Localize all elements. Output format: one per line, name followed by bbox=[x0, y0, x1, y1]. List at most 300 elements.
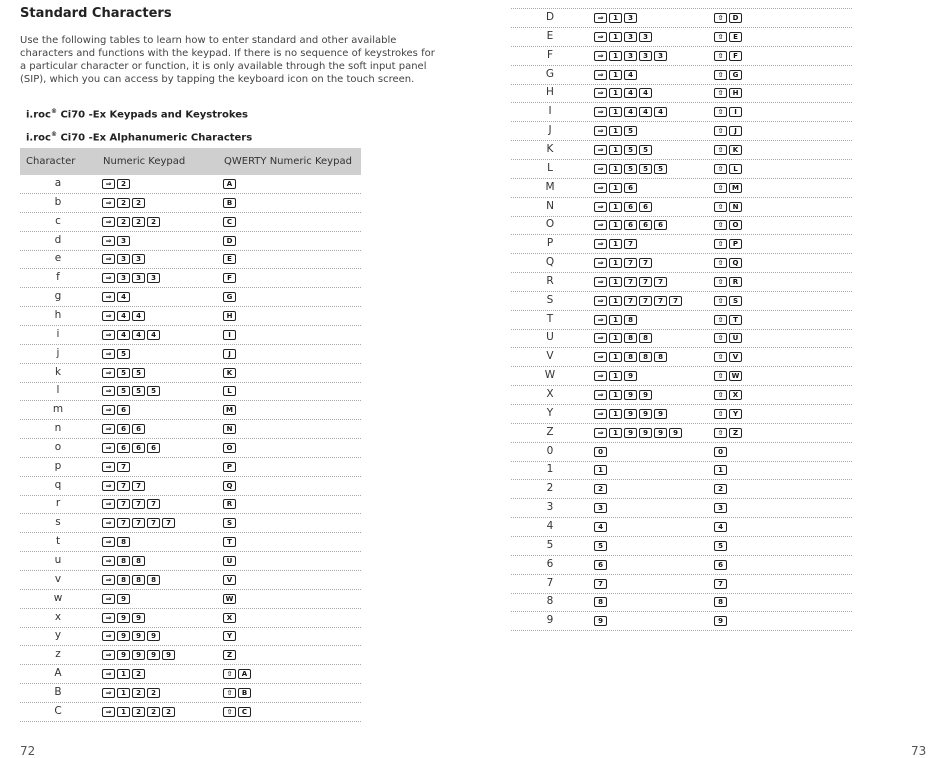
alpha-key-icon: ⇒ bbox=[594, 145, 607, 155]
key-v-icon: V bbox=[223, 575, 236, 585]
key-2-icon: 2 bbox=[132, 217, 145, 227]
character-cell: u bbox=[54, 554, 62, 566]
table-row bbox=[20, 458, 361, 477]
alpha-key-icon: ⇒ bbox=[594, 88, 607, 98]
character-cell: 7 bbox=[546, 576, 554, 589]
key-3-icon: 3 bbox=[147, 273, 160, 283]
table-row bbox=[511, 198, 852, 217]
key-8-icon: 8 bbox=[624, 352, 637, 362]
alpha-key-icon: ⇒ bbox=[102, 537, 115, 547]
qwerty-keypad-cell bbox=[714, 465, 727, 475]
key-2-icon: 2 bbox=[132, 669, 145, 679]
shift-key-icon: ⇧ bbox=[714, 126, 727, 136]
qwerty-keypad-cell bbox=[223, 462, 236, 472]
key-2-icon: 2 bbox=[117, 179, 130, 189]
character-cell: R bbox=[546, 274, 554, 287]
key-2-icon: 2 bbox=[147, 217, 160, 227]
qwerty-keypad-cell bbox=[714, 333, 742, 343]
page-title: Standard Characters bbox=[20, 6, 172, 21]
key-q-icon: Q bbox=[729, 258, 742, 268]
key-3-icon: 3 bbox=[624, 32, 637, 42]
key-7-icon: 7 bbox=[132, 499, 145, 509]
key-0-icon: 0 bbox=[714, 447, 727, 457]
qwerty-keypad-cell bbox=[714, 88, 742, 98]
key-6-icon: 6 bbox=[624, 220, 637, 230]
character-cell: d bbox=[54, 233, 62, 246]
qwerty-keypad-cell bbox=[714, 409, 742, 419]
alpha-key-icon: ⇒ bbox=[102, 273, 115, 283]
key-3-icon: 3 bbox=[624, 51, 637, 61]
numeric-keypad-cell bbox=[594, 333, 652, 343]
key-3-icon: 3 bbox=[594, 503, 607, 513]
numeric-keypad-cell bbox=[594, 51, 667, 61]
qwerty-keypad-cell bbox=[223, 254, 236, 264]
numeric-keypad-cell bbox=[102, 349, 130, 359]
qwerty-keypad-cell bbox=[714, 32, 742, 42]
character-cell: 6 bbox=[546, 557, 554, 570]
key-8-icon: 8 bbox=[654, 352, 667, 362]
character-cell: c bbox=[55, 214, 61, 227]
key-5-icon: 5 bbox=[624, 126, 637, 136]
qwerty-keypad-cell bbox=[714, 579, 727, 589]
character-cell: H bbox=[546, 86, 554, 99]
header-numeric-keypad: Numeric Keypad bbox=[103, 156, 186, 167]
alpha-key-icon: ⇒ bbox=[102, 198, 115, 208]
numeric-keypad-cell bbox=[594, 183, 637, 193]
qwerty-keypad-cell bbox=[223, 499, 236, 509]
table-row bbox=[20, 194, 361, 213]
shift-key-icon: ⇧ bbox=[714, 428, 727, 438]
shift-key-icon: ⇧ bbox=[714, 51, 727, 61]
numeric-keypad-cell bbox=[594, 579, 607, 589]
character-cell: F bbox=[546, 48, 554, 61]
alpha-key-icon: ⇒ bbox=[102, 179, 115, 189]
numeric-keypad-cell bbox=[594, 88, 652, 98]
alpha-key-icon: ⇒ bbox=[594, 220, 607, 230]
key-6-icon: 6 bbox=[132, 424, 145, 434]
key-6-icon: 6 bbox=[594, 560, 607, 570]
key-7-icon: 7 bbox=[132, 481, 145, 491]
key-7-icon: 7 bbox=[624, 239, 637, 249]
table-row bbox=[511, 518, 852, 537]
key-7-icon: 7 bbox=[117, 518, 130, 528]
key-8-icon: 8 bbox=[132, 556, 145, 566]
key-2-icon: 2 bbox=[117, 217, 130, 227]
key-2-icon: 2 bbox=[594, 484, 607, 494]
alpha-key-icon: ⇒ bbox=[594, 202, 607, 212]
numeric-keypad-cell bbox=[102, 650, 175, 660]
qwerty-keypad-cell bbox=[714, 447, 727, 457]
character-cell: a bbox=[54, 177, 62, 189]
numeric-keypad-cell bbox=[102, 669, 145, 679]
key-e-icon: E bbox=[729, 32, 742, 42]
character-cell: z bbox=[55, 648, 61, 661]
key-6-icon: 6 bbox=[624, 183, 637, 193]
numeric-keypad-cell bbox=[102, 594, 130, 604]
table-row bbox=[20, 175, 361, 194]
numeric-keypad-cell bbox=[594, 428, 682, 438]
key-g-icon: G bbox=[729, 70, 742, 80]
key-8-icon: 8 bbox=[639, 333, 652, 343]
key-y-icon: Y bbox=[223, 631, 236, 641]
key-x-icon: X bbox=[223, 613, 236, 623]
key-6-icon: 6 bbox=[654, 220, 667, 230]
table-row bbox=[511, 216, 852, 235]
numeric-keypad-cell bbox=[102, 405, 130, 415]
key-1-icon: 1 bbox=[609, 390, 622, 400]
numeric-keypad-cell bbox=[594, 447, 607, 457]
qwerty-keypad-cell bbox=[714, 51, 742, 61]
character-cell: K bbox=[546, 142, 554, 155]
alpha-key-icon: ⇒ bbox=[102, 669, 115, 679]
key-d-icon: D bbox=[223, 236, 236, 246]
key-5-icon: 5 bbox=[132, 386, 145, 396]
table-row bbox=[511, 273, 852, 292]
key-1-icon: 1 bbox=[609, 277, 622, 287]
character-cell: M bbox=[545, 180, 555, 193]
qwerty-keypad-cell bbox=[223, 368, 236, 378]
numeric-keypad-cell bbox=[102, 613, 145, 623]
header-character: Character bbox=[26, 156, 76, 167]
alpha-key-icon: ⇒ bbox=[594, 51, 607, 61]
key-1-icon: 1 bbox=[609, 202, 622, 212]
alpha-key-icon: ⇒ bbox=[102, 613, 115, 623]
key-1-icon: 1 bbox=[117, 707, 130, 717]
alpha-key-icon: ⇒ bbox=[594, 371, 607, 381]
character-cell: X bbox=[546, 388, 554, 400]
table-row bbox=[20, 232, 361, 251]
key-5-icon: 5 bbox=[639, 164, 652, 174]
qwerty-keypad-cell bbox=[714, 13, 742, 23]
shift-key-icon: ⇧ bbox=[223, 707, 236, 717]
key-4-icon: 4 bbox=[624, 70, 637, 80]
numeric-keypad-cell bbox=[102, 707, 175, 717]
table-row bbox=[511, 47, 852, 66]
key-4-icon: 4 bbox=[117, 292, 130, 302]
qwerty-keypad-cell bbox=[714, 164, 742, 174]
key-5-icon: 5 bbox=[639, 145, 652, 155]
numeric-keypad-cell bbox=[594, 258, 652, 268]
table-row bbox=[20, 477, 361, 496]
character-cell: m bbox=[52, 403, 64, 416]
table-row bbox=[511, 235, 852, 254]
alpha-key-icon: ⇒ bbox=[594, 315, 607, 325]
table-row bbox=[511, 348, 852, 367]
key-5-icon: 5 bbox=[594, 541, 607, 551]
table-row bbox=[511, 179, 852, 198]
qwerty-keypad-cell bbox=[223, 443, 236, 453]
character-cell: q bbox=[54, 478, 62, 491]
key-1-icon: 1 bbox=[609, 220, 622, 230]
key-9-icon: 9 bbox=[132, 613, 145, 623]
table-row bbox=[511, 141, 852, 160]
character-cell: S bbox=[546, 293, 554, 306]
key-5-icon: 5 bbox=[117, 349, 130, 359]
numeric-keypad-cell bbox=[102, 198, 145, 208]
character-cell: 2 bbox=[546, 482, 554, 495]
shift-key-icon: ⇧ bbox=[714, 239, 727, 249]
key-3-icon: 3 bbox=[132, 273, 145, 283]
key-4-icon: 4 bbox=[654, 107, 667, 117]
intro-paragraph: Use the following tables to learn how to enter standard and other available characters and functions with the keypad. If there is no sequence of keystrokes for a particular character or function, it is only available through the soft input panel (SIP), which you can access by tapping the keyboard icon on the touch screen. bbox=[20, 35, 435, 85]
alpha-key-icon: ⇒ bbox=[102, 688, 115, 698]
key-5-icon: 5 bbox=[132, 368, 145, 378]
key-t-icon: T bbox=[729, 315, 742, 325]
numeric-keypad-cell bbox=[102, 386, 160, 396]
key-o-icon: O bbox=[729, 220, 742, 230]
key-1-icon: 1 bbox=[609, 51, 622, 61]
key-3-icon: 3 bbox=[117, 236, 130, 246]
table-row bbox=[511, 424, 852, 443]
key-3-icon: 3 bbox=[117, 273, 130, 283]
key-1-icon: 1 bbox=[609, 88, 622, 98]
numeric-keypad-cell bbox=[102, 236, 130, 246]
key-6-icon: 6 bbox=[147, 443, 160, 453]
key-9-icon: 9 bbox=[132, 650, 145, 660]
key-7-icon: 7 bbox=[639, 277, 652, 287]
qwerty-keypad-cell bbox=[714, 296, 742, 306]
alpha-key-icon: ⇒ bbox=[594, 277, 607, 287]
key-1-icon: 1 bbox=[117, 669, 130, 679]
table-row bbox=[20, 495, 361, 514]
numeric-keypad-cell bbox=[594, 352, 667, 362]
table-row bbox=[511, 499, 852, 518]
qwerty-keypad-cell bbox=[223, 575, 236, 585]
table-row bbox=[511, 386, 852, 405]
key-4-icon: 4 bbox=[117, 330, 130, 340]
key-7-icon: 7 bbox=[624, 277, 637, 287]
qwerty-keypad-cell bbox=[714, 428, 742, 438]
key-1-icon: 1 bbox=[714, 465, 727, 475]
qwerty-keypad-cell bbox=[223, 273, 236, 283]
numeric-keypad-cell bbox=[594, 277, 667, 287]
alpha-key-icon: ⇒ bbox=[102, 556, 115, 566]
key-5-icon: 5 bbox=[147, 386, 160, 396]
key-n-icon: N bbox=[223, 424, 236, 434]
character-cell: i bbox=[56, 327, 60, 340]
key-7-icon: 7 bbox=[147, 499, 160, 509]
qwerty-keypad-cell bbox=[714, 484, 727, 494]
shift-key-icon: ⇧ bbox=[714, 164, 727, 174]
alpha-key-icon: ⇒ bbox=[594, 126, 607, 136]
alpha-key-icon: ⇒ bbox=[594, 390, 607, 400]
qwerty-keypad-cell bbox=[223, 688, 251, 698]
key-9-icon: 9 bbox=[117, 594, 130, 604]
character-cell: V bbox=[546, 350, 554, 363]
character-cell: Z bbox=[546, 425, 554, 438]
shift-key-icon: ⇧ bbox=[714, 32, 727, 42]
shift-key-icon: ⇧ bbox=[714, 220, 727, 230]
key-1-icon: 1 bbox=[609, 13, 622, 23]
qwerty-keypad-cell bbox=[223, 349, 236, 359]
key-c-icon: C bbox=[223, 217, 236, 227]
key-9-icon: 9 bbox=[162, 650, 175, 660]
qwerty-keypad-cell bbox=[223, 292, 236, 302]
table-row bbox=[511, 612, 852, 631]
character-cell: I bbox=[548, 105, 552, 118]
key-9-icon: 9 bbox=[669, 428, 682, 438]
key-7-icon: 7 bbox=[714, 579, 727, 589]
character-cell: D bbox=[545, 11, 555, 23]
key-1-icon: 1 bbox=[609, 126, 622, 136]
table-row bbox=[20, 552, 361, 571]
shift-key-icon: ⇧ bbox=[714, 202, 727, 212]
table-row bbox=[20, 646, 361, 665]
character-cell: W bbox=[544, 369, 556, 382]
key-w-icon: W bbox=[729, 371, 742, 381]
key-i-icon: I bbox=[729, 107, 742, 117]
alpha-key-icon: ⇒ bbox=[594, 70, 607, 80]
character-cell: l bbox=[56, 384, 60, 397]
character-cell: x bbox=[54, 610, 62, 623]
character-cell: U bbox=[546, 331, 554, 344]
key-8-icon: 8 bbox=[624, 333, 637, 343]
character-cell: y bbox=[54, 629, 62, 642]
alpha-key-icon: ⇒ bbox=[102, 424, 115, 434]
alpha-key-icon: ⇒ bbox=[102, 499, 115, 509]
numeric-keypad-cell bbox=[594, 465, 607, 475]
key-9-icon: 9 bbox=[639, 390, 652, 400]
numeric-keypad-cell bbox=[102, 368, 145, 378]
numeric-keypad-cell bbox=[594, 145, 652, 155]
shift-key-icon: ⇧ bbox=[714, 183, 727, 193]
table-row bbox=[511, 593, 852, 612]
alpha-key-icon: ⇒ bbox=[102, 481, 115, 491]
key-6-icon: 6 bbox=[117, 405, 130, 415]
key-g-icon: G bbox=[223, 292, 236, 302]
table-row bbox=[511, 367, 852, 386]
alpha-key-icon: ⇒ bbox=[594, 258, 607, 268]
key-4-icon: 4 bbox=[132, 311, 145, 321]
table-row bbox=[20, 514, 361, 533]
key-h-icon: H bbox=[223, 311, 236, 321]
key-1-icon: 1 bbox=[594, 465, 607, 475]
numeric-keypad-cell bbox=[102, 481, 145, 491]
key-9-icon: 9 bbox=[147, 631, 160, 641]
table-row bbox=[20, 364, 361, 383]
key-6-icon: 6 bbox=[117, 424, 130, 434]
key-p-icon: P bbox=[223, 462, 236, 472]
keypads-subheading: i.roc® Ci70 -Ex Keypads and Keystrokes bbox=[26, 108, 248, 121]
key-1-icon: 1 bbox=[609, 352, 622, 362]
numeric-keypad-cell bbox=[594, 371, 637, 381]
alpha-key-icon: ⇒ bbox=[102, 443, 115, 453]
character-cell: t bbox=[55, 535, 61, 548]
table-row bbox=[20, 345, 361, 364]
character-cell: g bbox=[54, 290, 62, 303]
key-1-icon: 1 bbox=[609, 70, 622, 80]
table-row bbox=[20, 288, 361, 307]
key-9-icon: 9 bbox=[714, 616, 727, 626]
key-2-icon: 2 bbox=[147, 688, 160, 698]
key-7-icon: 7 bbox=[654, 296, 667, 306]
key-t-icon: T bbox=[223, 537, 236, 547]
numeric-keypad-cell bbox=[594, 202, 652, 212]
key-4-icon: 4 bbox=[639, 88, 652, 98]
qwerty-keypad-cell bbox=[714, 616, 727, 626]
key-5-icon: 5 bbox=[624, 145, 637, 155]
key-1-icon: 1 bbox=[609, 107, 622, 117]
key-8-icon: 8 bbox=[117, 575, 130, 585]
qwerty-keypad-cell bbox=[223, 481, 236, 491]
key-9-icon: 9 bbox=[624, 371, 637, 381]
numeric-keypad-cell bbox=[594, 70, 637, 80]
alpha-key-icon: ⇒ bbox=[102, 631, 115, 641]
alpha-key-icon: ⇒ bbox=[594, 183, 607, 193]
shift-key-icon: ⇧ bbox=[714, 296, 727, 306]
character-cell: 8 bbox=[546, 595, 554, 608]
table-row bbox=[20, 627, 361, 646]
qwerty-keypad-cell bbox=[223, 330, 236, 340]
table-row bbox=[511, 160, 852, 179]
key-r-icon: R bbox=[223, 499, 236, 509]
key-u-icon: U bbox=[223, 556, 236, 566]
qwerty-keypad-cell bbox=[714, 183, 742, 193]
character-cell: r bbox=[55, 497, 61, 510]
key-9-icon: 9 bbox=[639, 409, 652, 419]
key-2-icon: 2 bbox=[714, 484, 727, 494]
key-1-icon: 1 bbox=[609, 183, 622, 193]
table-row bbox=[511, 84, 852, 103]
numeric-keypad-cell bbox=[594, 164, 667, 174]
shift-key-icon: ⇧ bbox=[714, 258, 727, 268]
page-number-left: 72 bbox=[20, 744, 36, 758]
table-row bbox=[511, 254, 852, 273]
qwerty-keypad-cell bbox=[714, 239, 742, 249]
table-row bbox=[511, 575, 852, 594]
numeric-keypad-cell bbox=[102, 330, 160, 340]
key-l-icon: L bbox=[729, 164, 742, 174]
alphanumeric-subheading: i.roc® Ci70 -Ex Alphanumeric Characters bbox=[26, 131, 253, 144]
numeric-keypad-cell bbox=[594, 296, 682, 306]
key-3-icon: 3 bbox=[132, 254, 145, 264]
character-cell: j bbox=[56, 346, 60, 359]
character-cell: P bbox=[546, 237, 554, 250]
shift-key-icon: ⇧ bbox=[714, 315, 727, 325]
character-cell: Y bbox=[546, 406, 554, 419]
key-7-icon: 7 bbox=[639, 296, 652, 306]
character-cell: 5 bbox=[546, 538, 554, 551]
qwerty-keypad-cell bbox=[714, 258, 742, 268]
numeric-keypad-cell bbox=[102, 424, 145, 434]
key-n-icon: N bbox=[729, 202, 742, 212]
key-1-icon: 1 bbox=[609, 164, 622, 174]
alpha-key-icon: ⇒ bbox=[102, 594, 115, 604]
numeric-keypad-cell bbox=[594, 522, 607, 532]
alpha-key-icon: ⇒ bbox=[102, 349, 115, 359]
shift-key-icon: ⇧ bbox=[714, 145, 727, 155]
numeric-keypad-cell bbox=[594, 107, 667, 117]
table-row bbox=[20, 571, 361, 590]
key-r-icon: R bbox=[729, 277, 742, 287]
key-9-icon: 9 bbox=[594, 616, 607, 626]
key-3-icon: 3 bbox=[624, 13, 637, 23]
key-1-icon: 1 bbox=[609, 145, 622, 155]
character-cell: 3 bbox=[546, 501, 554, 514]
numeric-keypad-cell bbox=[594, 315, 637, 325]
key-i-icon: I bbox=[223, 330, 236, 340]
alpha-key-icon: ⇒ bbox=[594, 32, 607, 42]
key-2-icon: 2 bbox=[132, 688, 145, 698]
qwerty-keypad-cell bbox=[223, 424, 236, 434]
key-1-icon: 1 bbox=[609, 409, 622, 419]
shift-key-icon: ⇧ bbox=[714, 70, 727, 80]
key-q-icon: Q bbox=[223, 481, 236, 491]
key-x-icon: X bbox=[729, 390, 742, 400]
table-row bbox=[511, 311, 852, 330]
shift-key-icon: ⇧ bbox=[714, 371, 727, 381]
character-cell: 4 bbox=[546, 519, 554, 532]
